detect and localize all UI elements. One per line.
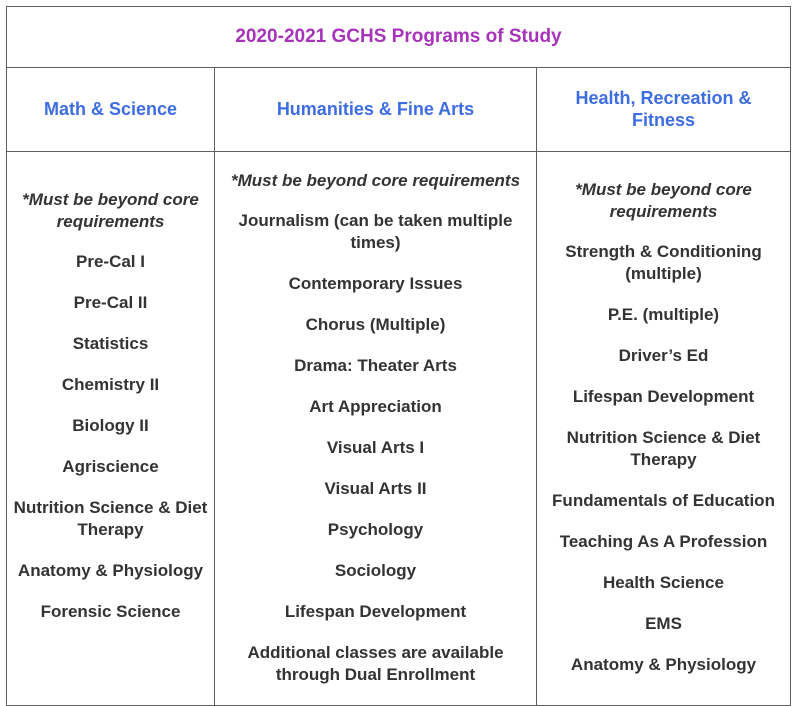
course-item: Chorus (Multiple): [305, 315, 446, 334]
column-body: [537, 152, 790, 676]
course-item: Pre-Cal I: [76, 252, 145, 271]
course-item: Forensic Science: [40, 602, 181, 621]
requirement-note: *Must be beyond core requirements: [575, 180, 752, 221]
course-item: Visual Arts I: [326, 438, 425, 457]
course-item: Anatomy & Physiology: [570, 655, 757, 674]
course-item: Psychology: [327, 520, 424, 539]
course-item: Biology II: [72, 416, 149, 435]
course-item: Statistics: [72, 334, 149, 353]
table-title: 2020-2021 GCHS Programs of Study: [7, 7, 790, 68]
course-item: Strength & Conditioning (multiple): [565, 242, 762, 283]
column-body: [7, 152, 214, 623]
column-header: Math & Science: [7, 67, 214, 152]
course-item: P.E. (multiple): [607, 305, 720, 324]
course-item: Health Science: [603, 573, 724, 592]
course-item: Journalism (can be taken multiple times): [238, 211, 513, 252]
course-item: Sociology: [334, 561, 417, 580]
course-item: Lifespan Development: [284, 602, 467, 621]
course-item: Agriscience: [62, 457, 159, 476]
column-humanities-fine-arts: [215, 67, 537, 705]
course-item: Nutrition Science & Diet Therapy: [566, 428, 761, 469]
course-item: Pre-Cal II: [73, 293, 148, 312]
course-item: Contemporary Issues: [288, 274, 463, 293]
course-item: Nutrition Science & Diet Therapy: [13, 498, 208, 539]
course-item: EMS: [645, 614, 682, 633]
course-item: Lifespan Development: [572, 387, 755, 406]
column-health-recreation-fitness: [537, 67, 790, 705]
course-item: Additional classes are available through Dual Enrollment: [247, 643, 504, 684]
course-item: Driver’s Ed: [618, 346, 709, 365]
column-math-science: [7, 67, 215, 705]
requirement-note: *Must be beyond core requirements: [22, 190, 199, 231]
programs-table: [6, 6, 791, 706]
column-body: [215, 152, 536, 686]
course-item: Chemistry II: [61, 375, 160, 394]
course-item: Art Appreciation: [309, 397, 442, 416]
course-item: Anatomy & Physiology: [17, 561, 204, 580]
course-item: Visual Arts II: [324, 479, 427, 498]
requirement-note: *Must be beyond core requirements: [230, 171, 521, 190]
course-item: Drama: Theater Arts: [294, 356, 457, 375]
course-item: Fundamentals of Education: [552, 491, 775, 510]
column-header: Health, Recreation & Fitness: [537, 67, 790, 152]
course-item: Teaching As A Profession: [559, 532, 768, 551]
column-header: Humanities & Fine Arts: [215, 67, 536, 152]
